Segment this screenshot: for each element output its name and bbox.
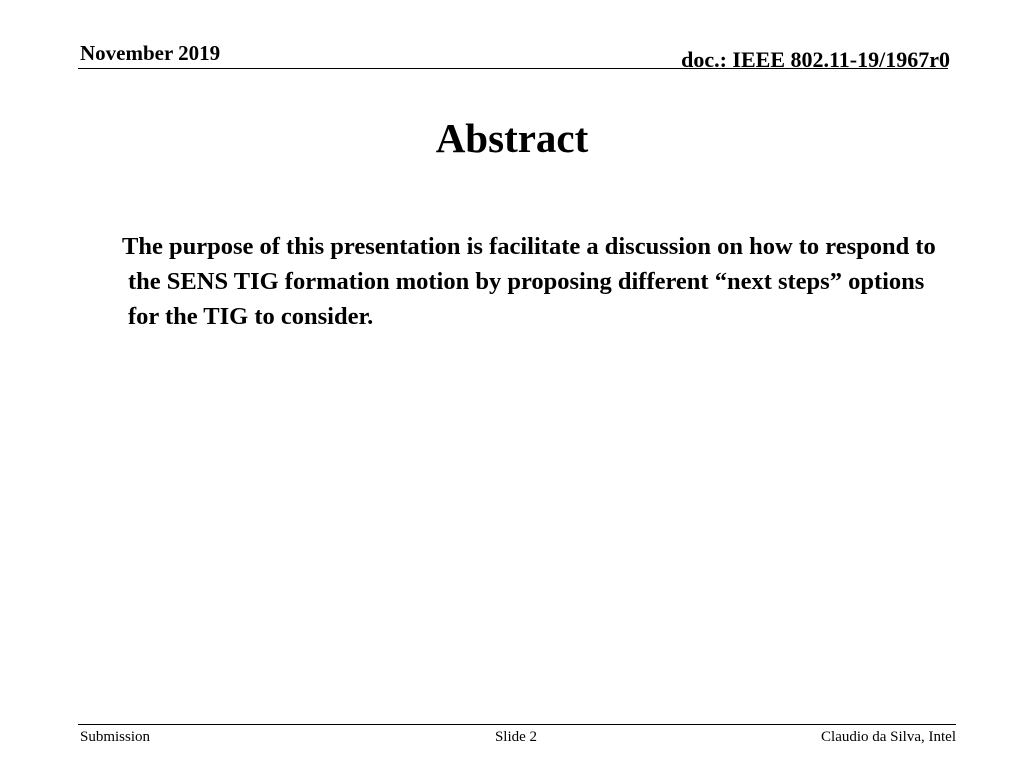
document-number: doc.: IEEE 802.11-19/1967r0 [681,47,950,72]
header-date: November 2019 [80,41,221,65]
slide-title: Abstract [435,115,589,161]
footer-author: Claudio da Silva, Intel [821,729,956,745]
footer-submission: Submission [80,729,151,745]
footer-divider [78,724,956,725]
header-divider [78,68,948,69]
abstract-text: The purpose of this presentation is facilitate a discussion on how to respond to the SENS TIG formation motion by proposing different “next steps” options for the TIG to consider. [122,233,936,330]
slide-number: Slide 2 [494,729,538,745]
